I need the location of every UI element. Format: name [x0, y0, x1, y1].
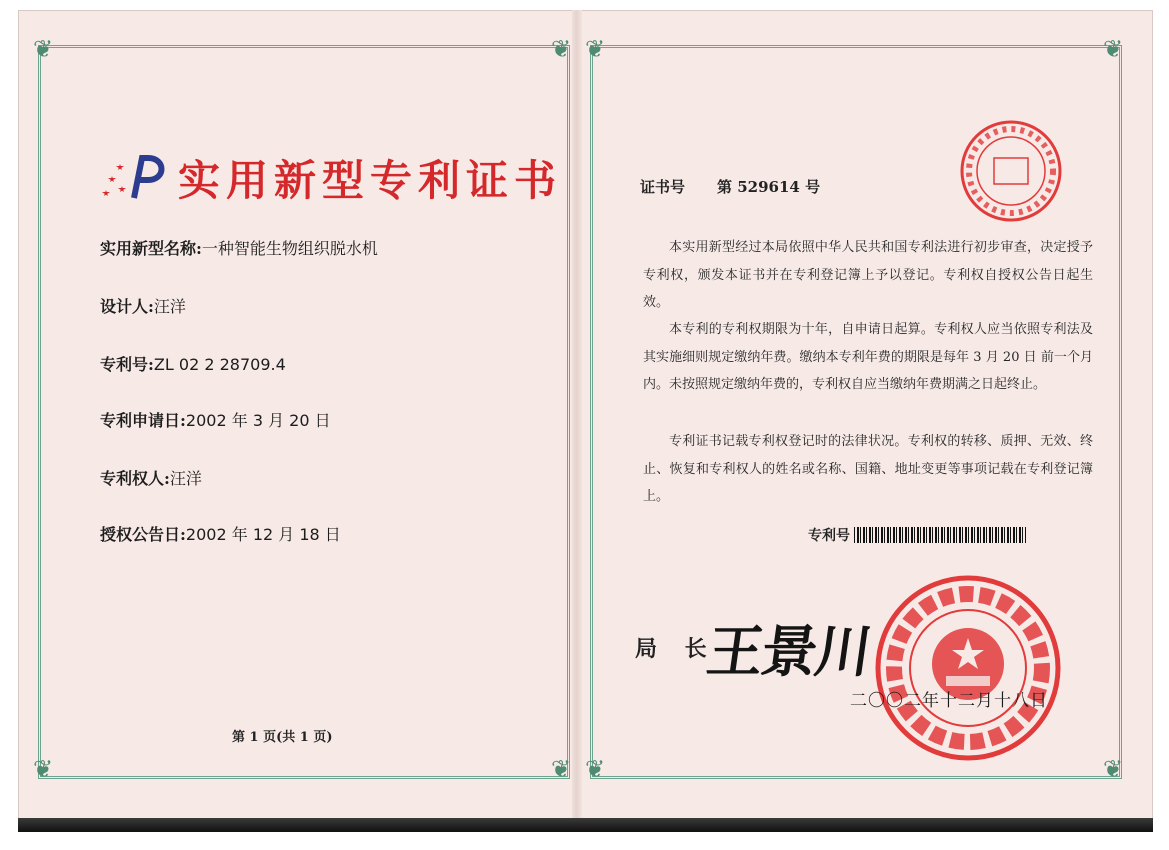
corner-ornament-icon: ❦ — [550, 755, 572, 783]
certificate-number — [640, 176, 820, 197]
certificate-number-label: 证书号 — [640, 178, 686, 196]
field-value: ZL 02 2 28709.4 — [153, 355, 286, 374]
corner-ornament-icon: ❦ — [32, 35, 54, 63]
page-fold — [572, 10, 582, 818]
barcode-icon — [854, 527, 1026, 543]
field-label: 专利权人: — [100, 469, 170, 488]
field-application-date — [100, 408, 331, 431]
certificate-header — [100, 148, 562, 208]
patent-office-logo-icon — [100, 152, 172, 204]
field-label: 设计人: — [100, 297, 154, 316]
field-label: 授权公告日: — [100, 525, 186, 544]
corner-ornament-icon: ❦ — [1102, 755, 1124, 783]
director-label: 局 长 — [635, 636, 717, 662]
corner-ornament-icon: ❦ — [584, 755, 606, 783]
corner-ornament-icon: ❦ — [1102, 35, 1124, 63]
state-ip-office-seal-icon — [872, 572, 1064, 764]
field-value: 汪洋 — [153, 297, 186, 316]
corner-ornament-icon: ❦ — [584, 35, 606, 63]
corner-ornament-icon: ❦ — [32, 755, 54, 783]
field-value: 2002 年 3 月 20 日 — [185, 411, 331, 430]
paragraph-grant: 本实用新型经过本局依照中华人民共和国专利法进行初步审查，决定授予专利权，颁发本证书并在专利登记簿上予以登记。专利权自授权公告日起生效。 — [643, 240, 1093, 310]
patent-barcode-row — [808, 525, 1026, 545]
corner-ornament-icon: ❦ — [550, 35, 572, 63]
patent-seal-stamp-icon — [958, 118, 1064, 224]
issue-date: 二〇〇二年十二月十八日 — [850, 691, 1048, 711]
field-label: 专利申请日: — [100, 411, 186, 430]
field-utility-model-name — [100, 236, 378, 259]
field-patent-number — [100, 352, 286, 375]
field-value: 2002 年 12 月 18 日 — [185, 525, 341, 544]
field-designer — [100, 294, 186, 317]
field-patentee — [100, 466, 202, 489]
field-value: 一种智能生物组织脱水机 — [201, 239, 378, 258]
paragraph-legal-status: 专利证书记载专利权登记时的法律状况。专利权的转移、质押、无效、终止、恢复和专利权人的姓名或名称、国籍、地址变更等事项记载在专利登记簿上。 — [643, 434, 1093, 504]
field-grant-date — [100, 522, 341, 545]
barcode-label: 专利号 — [808, 528, 850, 544]
paragraph-term: 本专利的专利权期限为十年，自申请日起算。专利权人应当依照专利法及其实施细则规定缴纳年费。缴纳本专利年费的期限是每年 3 月 20 日 前一个月内。未按照规定缴纳年费的，专利权自应当缴纳年费期满之日起终止。 — [643, 322, 1093, 392]
scan-edge — [18, 818, 1153, 832]
page-number: 第 1 页(共 1 页) — [232, 730, 333, 745]
director-signature: 王景川 — [702, 619, 875, 685]
field-value: 汪洋 — [169, 469, 202, 488]
field-label: 实用新型名称: — [100, 239, 202, 258]
certificate-number-value: 第 529614 号 — [717, 178, 821, 196]
field-label: 专利号: — [100, 355, 154, 374]
certificate-title: 实用新型专利证书 — [178, 156, 563, 205]
